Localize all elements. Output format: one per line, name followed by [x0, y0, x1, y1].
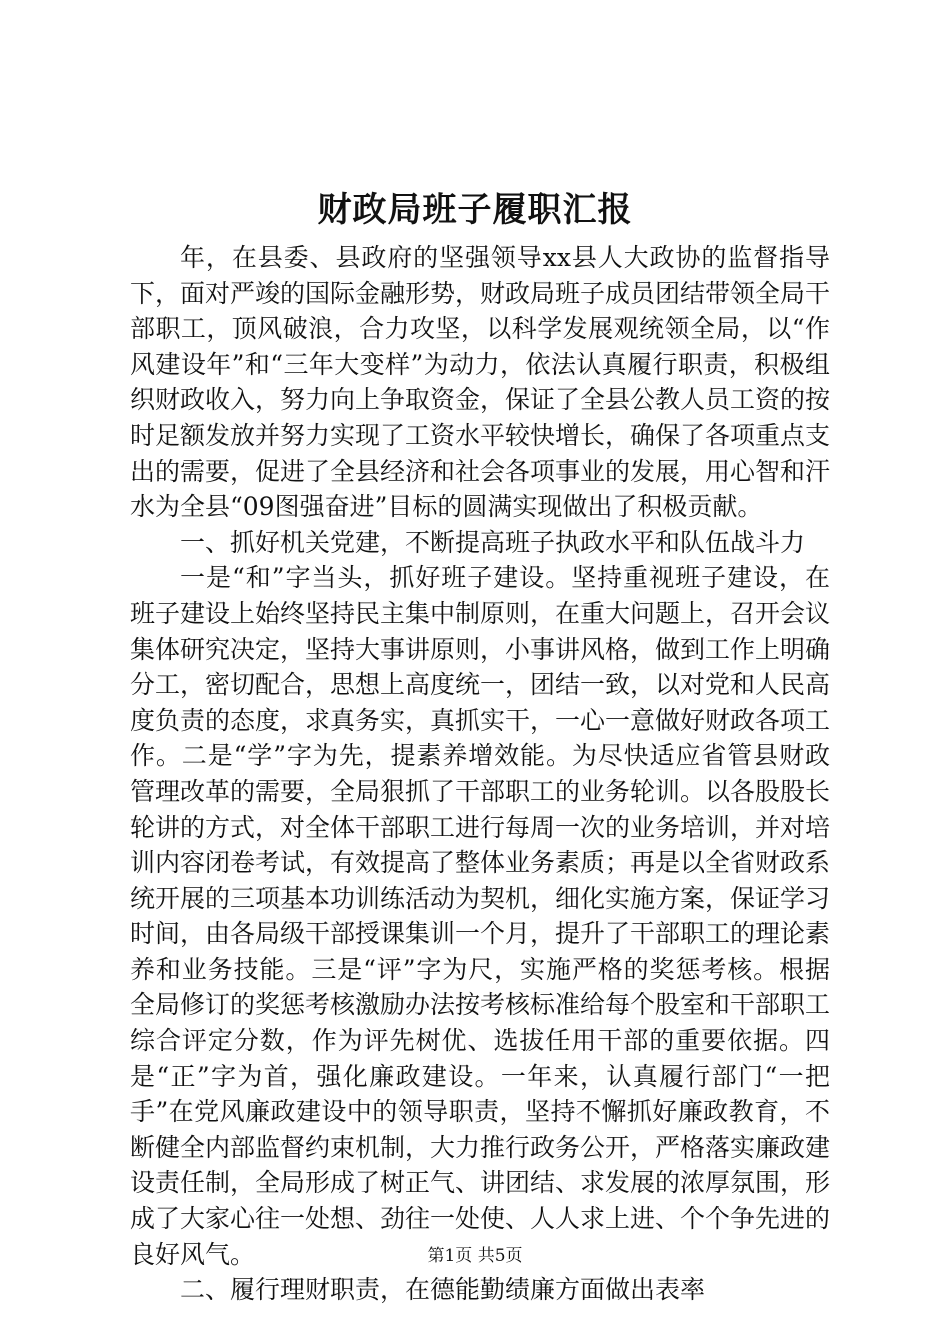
paragraph-intro: 年，在县委、县政府的坚强领导xx县人大政协的监督指导下，面对严竣的国际金融形势，财政局班子成员团结带领全局干部职工，顶风破浪，合力攻坚，以科学发展观统领全局，以“作风建设年”和“三年大变样”为动力，依法认真履行职责，积极组织财政收入，努力向上争取资金，保证了全县公教人员工资的按时足额发放并努力实现了工资水平较快增长，确保了各项重点支出的需要，促进了全县经济和社会各项事业的发展，用心智和汗水为全县“09图强奋进”目标的圆满实现做出了积极贡献。	[130, 243, 831, 522]
document-body	[130, 240, 830, 1308]
section-heading-1: 一、抓好机关党建，不断提高班子执政水平和队伍战斗力	[180, 527, 806, 557]
section-heading-2: 二、履行理财职责，在德能勤绩廉方面做出表率	[180, 1275, 706, 1305]
page-footer: 第1页 共5页	[427, 1246, 523, 1266]
document-title: 财政局班子履职汇报	[317, 190, 633, 230]
paragraph-section-1: 一是“和”字当头，抓好班子建设。坚持重视班子建设，在班子建设上始终坚持民主集中制原则，在重大问题上，召开会议集体研究决定，坚持大事讲原则，小事讲风格，做到工作上明确分工，密切配合，思想上高度统一，团结一致，以对党和人民高度负责的态度，求真务实，真抓实干，一心一意做好财政各项工作。二是“学”字为先，提素养增效能。为尽快适应省管县财政管理改革的需要，全局狠抓了干部职工的业务轮训。以各股股长轮讲的方式，对全体干部职工进行每周一次的业务培训，并对培训内容闭卷考试，有效提高了整体业务素质；再是以全省财政系统开展的三项基本功训练活动为契机，细化实施方案，保证学习时间，由各局级干部授课集训一个月，提升了干部职工的理论素养和业务技能。三是“评”字为尺，实施严格的奖惩考核。根据全局修订的奖惩考核激励办法按考核标准给每个股室和干部职工综合评定分数，作为评先树优、选拔任用干部的重要依据。四是“正”字为首，强化廉政建设。一年来，认真履行部门“一把手”在党风廉政建设中的领导职责，坚持不懈抓好廉政教育，不断健全内部监督约束机制，大力推行政务公开，严格落实廉政建设责任制，全局形成了树正气、讲团结、求发展的浓厚氛围，形成了大家心往一处想、劲往一处使、人人求上进、个个争先进的良好风气。	[130, 563, 831, 1269]
